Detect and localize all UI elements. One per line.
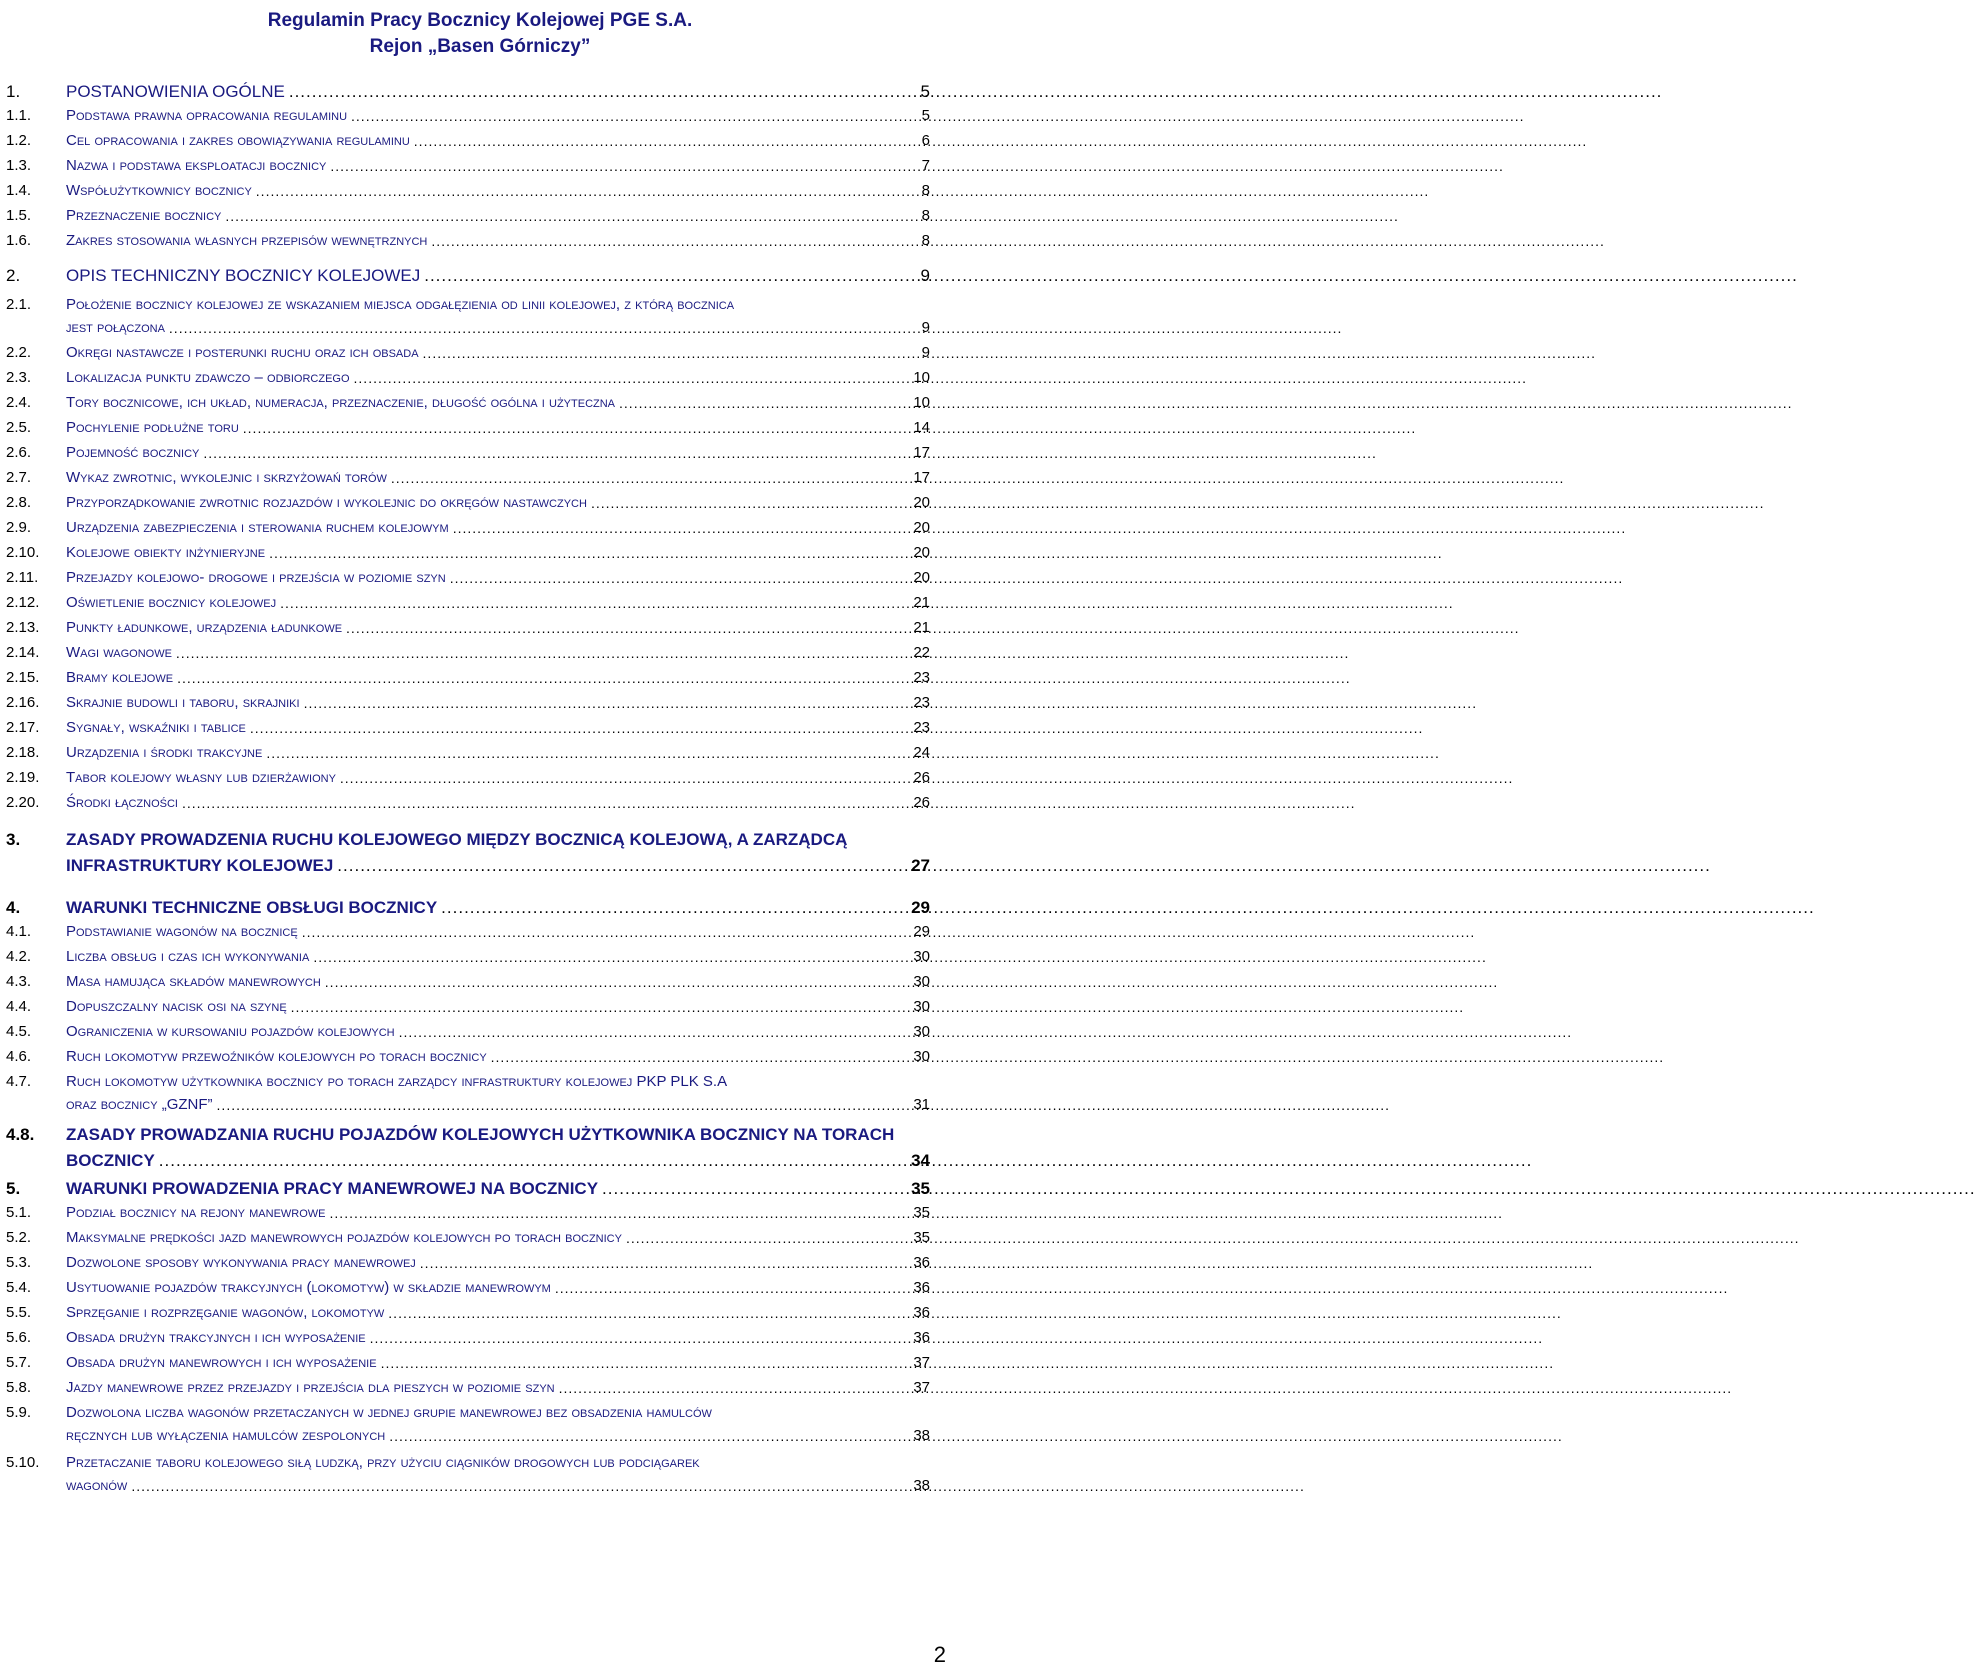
toc-entry-title-block bbox=[66, 182, 930, 199]
toc-entry-page: 20 bbox=[913, 519, 930, 536]
toc-entry-number: 5.5. bbox=[6, 1304, 32, 1321]
toc-entry-title-block bbox=[66, 744, 930, 761]
toc-entry-page: 38 bbox=[913, 1427, 930, 1444]
toc-entry-number: 2.3. bbox=[6, 369, 32, 386]
toc-entry-title: Wykaz zwrotnic, wykolejnic i skrzyżowań torów bbox=[66, 469, 387, 486]
toc-entry-title-block bbox=[66, 544, 930, 561]
toc-entry-title-block bbox=[66, 1125, 930, 1171]
toc-entry-number: 1.5. bbox=[6, 207, 32, 224]
toc-entry-number: 4.4. bbox=[6, 998, 32, 1015]
toc-entry-page: 8 bbox=[921, 232, 930, 249]
toc-entry-number: 2.9. bbox=[6, 519, 32, 536]
toc-entry-title-block bbox=[66, 1254, 930, 1271]
toc-entry-page: 30 bbox=[913, 948, 930, 965]
toc-entry-page: 31 bbox=[913, 1096, 930, 1113]
toc-entry-title-block bbox=[66, 232, 930, 249]
toc-entry-number: 2.14. bbox=[6, 644, 40, 661]
toc-entry-number: 1. bbox=[6, 82, 21, 101]
toc-entry-number: 2.2. bbox=[6, 344, 32, 361]
toc-entry-number: 2.16. bbox=[6, 694, 40, 711]
toc-entry-number: 2.12. bbox=[6, 594, 40, 611]
toc-entry-number: 4.6. bbox=[6, 1048, 32, 1065]
toc-entry-title-continued: jest połączona bbox=[66, 319, 165, 336]
toc-entry-title: Masa hamująca składów manewrowych bbox=[66, 973, 321, 990]
toc-entry-number: 5.8. bbox=[6, 1379, 32, 1396]
toc-entry-page: 34 bbox=[911, 1151, 930, 1170]
toc-entry-page: 9 bbox=[921, 319, 930, 336]
toc-entry-title-block bbox=[66, 694, 930, 711]
toc-entry-title: Tory bocznicowe, ich układ, numeracja, przeznaczenie, długość ogólna i użyteczna bbox=[66, 394, 616, 411]
toc-entry-title: ZASADY PROWADZANIA RUCHU POJAZDÓW KOLEJOWYCH UŻYTKOWNIKA BOCZNICY NA TORACH bbox=[66, 1125, 895, 1144]
dot-leader bbox=[177, 670, 909, 686]
toc-entry-page: 29 bbox=[913, 923, 930, 940]
dot-leader bbox=[431, 233, 917, 249]
toc-entry-page: 21 bbox=[913, 594, 930, 611]
toc-entry-title-block bbox=[66, 1454, 930, 1494]
dot-leader bbox=[159, 1151, 907, 1171]
toc-entry-number: 1.6. bbox=[6, 232, 32, 249]
toc-entry-title: Oświetlenie bocznicy kolejowej bbox=[66, 594, 277, 611]
toc-entry-page: 17 bbox=[913, 469, 930, 486]
toc-entry-title: Nazwa i podstawa eksploatacji bocznicy bbox=[66, 157, 327, 174]
toc-entry-title: Przejazdy kolejowo- drogowe i przejścia w poziomie szyn bbox=[66, 569, 446, 586]
dot-leader bbox=[591, 495, 909, 511]
toc-entry-title: Tabor kolejowy własny lub dzierżawiony bbox=[66, 769, 336, 786]
toc-entry-title: POSTANOWIENIA OGÓLNE bbox=[66, 82, 285, 101]
dot-leader bbox=[391, 470, 909, 486]
dot-leader bbox=[389, 1428, 909, 1444]
toc-entry-page: 26 bbox=[913, 769, 930, 786]
toc-entry-number: 4.8. bbox=[6, 1125, 35, 1144]
dot-leader bbox=[423, 345, 918, 361]
dot-leader bbox=[420, 1255, 910, 1271]
toc-entry-title: Jazdy manewrowe przez przejazdy i przejścia dla pieszych w poziomie szyn bbox=[66, 1379, 555, 1396]
toc-entry-page: 20 bbox=[913, 494, 930, 511]
toc-entry-title-block bbox=[66, 830, 930, 876]
toc-entry-title-block bbox=[66, 948, 930, 965]
toc-entry-page: 36 bbox=[913, 1304, 930, 1321]
toc-entry-title-block bbox=[66, 444, 930, 461]
header-subtitle: Rejon „Basen Górniczy” bbox=[369, 36, 591, 57]
toc-entry-number: 5. bbox=[6, 1179, 21, 1198]
toc-entry-title-block bbox=[66, 973, 930, 990]
toc-entry-title: Obsada drużyn trakcyjnych i ich wyposażenie bbox=[66, 1329, 366, 1346]
dot-leader bbox=[243, 420, 910, 436]
toc-entry-title-block bbox=[66, 898, 930, 918]
toc-entry-title-block bbox=[66, 794, 930, 811]
toc-entry-title: Dozwolone sposoby wykonywania pracy manewrowej bbox=[66, 1254, 416, 1271]
dot-leader bbox=[626, 1230, 909, 1246]
toc-entry-title-block bbox=[66, 1279, 930, 1296]
dot-leader bbox=[302, 924, 910, 940]
toc-entry-number: 1.3. bbox=[6, 157, 32, 174]
dot-leader bbox=[340, 770, 909, 786]
toc-entry-number: 1.2. bbox=[6, 132, 32, 149]
toc-entry-title-block bbox=[66, 1179, 930, 1199]
dot-leader bbox=[351, 108, 918, 124]
toc-entry-number: 2.15. bbox=[6, 669, 40, 686]
toc-entry-title: Urządzenia zabezpieczenia i sterowania ruchem kolejowym bbox=[66, 519, 449, 536]
toc-entry-title-block bbox=[66, 82, 930, 102]
toc-entry-title-block bbox=[66, 1379, 930, 1396]
toc-entry-title-continued: ręcznych lub wyłączenia hamulców zespolonych bbox=[66, 1427, 386, 1444]
dot-leader bbox=[453, 520, 910, 536]
toc-entry-number: 5.4. bbox=[6, 1279, 32, 1296]
dot-leader bbox=[325, 974, 910, 990]
toc-entry-page: 10 bbox=[913, 369, 930, 386]
toc-entry-number: 5.9. bbox=[6, 1404, 32, 1421]
dot-leader bbox=[256, 183, 918, 199]
dot-leader bbox=[225, 208, 917, 224]
toc-entry-page: 35 bbox=[911, 1179, 930, 1198]
dot-leader bbox=[381, 1355, 910, 1371]
toc-entry-page: 27 bbox=[911, 856, 930, 875]
dot-leader bbox=[289, 82, 917, 102]
toc-entry-title: Położenie bocznicy kolejowej ze wskazaniem miejsca odgałęzienia od linii kolejowej, z którą bocznica bbox=[66, 296, 735, 313]
toc-entry-title-block bbox=[66, 1304, 930, 1321]
toc-entry-title: Zakres stosowania własnych przepisów wewnętrznych bbox=[66, 232, 428, 249]
toc-entry-number: 5.1. bbox=[6, 1204, 32, 1221]
dot-leader bbox=[269, 545, 909, 561]
toc-entry-title: Podstawianie wagonów na bocznicę bbox=[66, 923, 298, 940]
dot-leader bbox=[304, 695, 910, 711]
dot-leader bbox=[491, 1049, 910, 1065]
toc-entry-page: 26 bbox=[913, 794, 930, 811]
toc-entry-title-block bbox=[66, 369, 930, 386]
toc-entry-title-continued: wagonów bbox=[66, 1477, 128, 1494]
toc-entry-title-block bbox=[66, 1354, 930, 1371]
toc-entry-number: 2.7. bbox=[6, 469, 32, 486]
toc-entry-title: Kolejowe obiekty inżynieryjne bbox=[66, 544, 266, 561]
toc-entry-title-block bbox=[66, 569, 930, 586]
toc-entry-page: 8 bbox=[921, 207, 930, 224]
toc-entry-title-block bbox=[66, 1329, 930, 1346]
toc-entry-title: Urządzenia i środki trakcyjne bbox=[66, 744, 263, 761]
header-title: Regulamin Pracy Bocznicy Kolejowej PGE S.A. bbox=[267, 10, 693, 31]
toc-entry-title-block bbox=[66, 107, 930, 124]
toc-entry-number: 4.5. bbox=[6, 1023, 32, 1040]
dot-leader bbox=[203, 445, 909, 461]
dot-leader bbox=[182, 795, 909, 811]
toc-entry-title-block bbox=[66, 1023, 930, 1040]
toc-entry-title: Usytuowanie pojazdów trakcyjnych (lokomotyw) w składzie manewrowym bbox=[66, 1279, 551, 1296]
toc-entry-title-block bbox=[66, 644, 930, 661]
toc-entry-title: Ograniczenia w kursowaniu pojazdów kolejowych bbox=[66, 1023, 395, 1040]
dot-leader bbox=[619, 395, 909, 411]
toc-entry-title: Bramy kolejowe bbox=[66, 669, 174, 686]
dot-leader bbox=[399, 1024, 910, 1040]
toc-entry-title: Współużytkownicy bocznicy bbox=[66, 182, 252, 199]
toc-entry-number: 2.18. bbox=[6, 744, 40, 761]
dot-leader bbox=[313, 949, 909, 965]
toc-entry-page: 30 bbox=[913, 973, 930, 990]
toc-entry-page: 23 bbox=[913, 719, 930, 736]
toc-entry-page: 9 bbox=[920, 266, 930, 285]
toc-entry-page: 36 bbox=[913, 1279, 930, 1296]
toc-entry-title-block bbox=[66, 157, 930, 174]
toc-entry-title-block bbox=[66, 619, 930, 636]
toc-entry-number: 2.1. bbox=[6, 296, 32, 313]
toc-entry-page: 24 bbox=[913, 744, 930, 761]
dot-leader bbox=[250, 720, 909, 736]
toc-entry-number: 2.11. bbox=[6, 569, 39, 586]
toc-entry-page: 35 bbox=[913, 1204, 930, 1221]
toc-entry-page: 7 bbox=[921, 157, 930, 174]
toc-entry-title-continued: oraz bocznicy „GZNF” bbox=[66, 1096, 213, 1113]
toc-entry-title: Sygnały, wskaźniki i tablice bbox=[66, 719, 246, 736]
toc-entry-title: Wagi wagonowe bbox=[66, 644, 172, 661]
toc-entry-page: 30 bbox=[913, 998, 930, 1015]
toc-entry-title-block bbox=[66, 519, 930, 536]
toc-entry-title: Dozwolona liczba wagonów przetaczanych w jednej grupie manewrowej bez obsadzenia hamulców bbox=[66, 1404, 712, 1421]
toc-entry-number: 2.13. bbox=[6, 619, 40, 636]
toc-entry-title-block bbox=[66, 394, 930, 411]
toc-entry-number: 2.4. bbox=[6, 394, 32, 411]
dot-leader bbox=[414, 133, 918, 149]
toc-entry-page: 23 bbox=[913, 694, 930, 711]
toc-entry-title-continued: BOCZNICY bbox=[66, 1151, 155, 1170]
dot-leader bbox=[217, 1097, 910, 1113]
toc-entry-title: Przetaczanie taboru kolejowego siłą ludzką, przy użyciu ciągników drogowych lub podciągarek bbox=[66, 1454, 700, 1471]
toc-entry-number: 4.3. bbox=[6, 973, 32, 990]
toc-entry-number: 3. bbox=[6, 830, 21, 849]
dot-leader bbox=[337, 856, 907, 876]
dot-leader bbox=[555, 1280, 909, 1296]
toc-entry-page: 10 bbox=[913, 394, 930, 411]
toc-entry-title-block bbox=[66, 296, 930, 336]
toc-entry-title: Punkty ładunkowe, urządzenia ładunkowe bbox=[66, 619, 343, 636]
toc-entry-page: 14 bbox=[913, 419, 930, 436]
toc-entry-number: 2.17. bbox=[6, 719, 40, 736]
dot-leader bbox=[370, 1330, 910, 1346]
toc-entry-number: 1.4. bbox=[6, 182, 32, 199]
toc-entry-page: 35 bbox=[913, 1229, 930, 1246]
toc-entry-number: 5.6. bbox=[6, 1329, 32, 1346]
toc-entry-title-block bbox=[66, 494, 930, 511]
toc-entry-title-block bbox=[66, 132, 930, 149]
toc-entry-page: 6 bbox=[921, 132, 930, 149]
toc-entry-title: Ruch lokomotyw użytkownika bocznicy po torach zarządcy infrastruktury kolejowej PKP PLK S.A bbox=[66, 1073, 728, 1090]
toc-entry-title-block bbox=[66, 344, 930, 361]
toc-entry-title: Skrajnie budowli i taboru, skrajniki bbox=[66, 694, 300, 711]
dot-leader bbox=[441, 898, 907, 918]
toc-entry-title: Okręgi nastawcze i posterunki ruchu oraz ich obsada bbox=[66, 344, 419, 361]
toc-entry-title: Przeznaczenie bocznicy bbox=[66, 207, 222, 224]
toc-entry-page: 20 bbox=[913, 569, 930, 586]
toc-entry-number: 2.5. bbox=[6, 419, 32, 436]
dot-leader bbox=[131, 1478, 909, 1494]
toc-entry-title-block bbox=[66, 594, 930, 611]
toc-entry-title: Pojemność bocznicy bbox=[66, 444, 200, 461]
toc-entry-title-block bbox=[66, 1073, 930, 1113]
toc-entry-title-block bbox=[66, 669, 930, 686]
toc-entry-page: 37 bbox=[913, 1354, 930, 1371]
toc-entry-page: 8 bbox=[921, 182, 930, 199]
toc-entry-title-block bbox=[66, 1404, 930, 1444]
toc-entry-number: 4.7. bbox=[6, 1073, 32, 1090]
toc-entry-title: Ruch lokomotyw przewoźników kolejowych po torach bocznicy bbox=[66, 1048, 487, 1065]
document-header bbox=[0, 8, 960, 60]
dot-leader bbox=[346, 620, 909, 636]
toc-entry-title: Środki łączności bbox=[66, 794, 178, 811]
toc-entry-title: OPIS TECHNICZNY BOCZNICY KOLEJOWEJ bbox=[66, 266, 421, 285]
toc-entry-title-continued: INFRASTRUKTURY KOLEJOWEJ bbox=[66, 856, 334, 875]
toc-entry-page: 22 bbox=[913, 644, 930, 661]
toc-entry-page: 36 bbox=[913, 1329, 930, 1346]
dot-leader bbox=[330, 158, 917, 174]
toc-entry-title: Podstawa prawna opracowania regulaminu bbox=[66, 107, 348, 124]
toc-entry-title: Liczba obsług i czas ich wykonywania bbox=[66, 948, 310, 965]
dot-leader bbox=[169, 320, 918, 336]
toc-entry-page: 5 bbox=[920, 82, 930, 101]
dot-leader bbox=[388, 1305, 909, 1321]
toc-entry-title: Sprzęganie i rozprzęganie wagonów, lokomotyw bbox=[66, 1304, 385, 1321]
toc-entry-title-block bbox=[66, 419, 930, 436]
toc-entry-number: 4. bbox=[6, 898, 21, 917]
dot-leader bbox=[266, 745, 909, 761]
toc-entry-title: Lokalizacja punktu zdawczo – odbiorczego bbox=[66, 369, 350, 386]
toc-entry-page: 30 bbox=[913, 1048, 930, 1065]
toc-entry-page: 5 bbox=[921, 107, 930, 124]
toc-entry-number: 2.6. bbox=[6, 444, 32, 461]
toc-entry-number: 4.1. bbox=[6, 923, 32, 940]
toc-entry-title-block bbox=[66, 1048, 930, 1065]
toc-entry-title: Cel opracowania i zakres obowiązywania regulaminu bbox=[66, 132, 410, 149]
toc-entry-title: Pochylenie podłużne toru bbox=[66, 419, 239, 436]
toc-entry-title: ZASADY PROWADZENIA RUCHU KOLEJOWEGO MIĘDZY BOCZNICĄ KOLEJOWĄ, A ZARZĄDCĄ bbox=[66, 830, 848, 849]
toc-entry-title: Obsada drużyn manewrowych i ich wyposażenie bbox=[66, 1354, 377, 1371]
toc-entry-title-block bbox=[66, 266, 930, 286]
dot-leader bbox=[559, 1380, 910, 1396]
toc-entry-title-block bbox=[66, 719, 930, 736]
toc-entry-number: 2.19. bbox=[6, 769, 40, 786]
toc-entry-page: 17 bbox=[913, 444, 930, 461]
toc-entry-page: 30 bbox=[913, 1023, 930, 1040]
toc-entry-title: Dopuszczalny nacisk osi na szynę bbox=[66, 998, 287, 1015]
toc-entry-title: Podział bocznicy na rejony manewrowe bbox=[66, 1204, 326, 1221]
toc-entry-number: 5.7. bbox=[6, 1354, 32, 1371]
toc-entry-page: 36 bbox=[913, 1254, 930, 1271]
dot-leader bbox=[176, 645, 909, 661]
dot-leader bbox=[602, 1179, 907, 1199]
toc-entry-page: 21 bbox=[913, 619, 930, 636]
toc-entry-title-block bbox=[66, 769, 930, 786]
toc-entry-page: 23 bbox=[913, 669, 930, 686]
toc-entry-number: 5.10. bbox=[6, 1454, 40, 1471]
toc-entry-title: WARUNKI TECHNICZNE OBSŁUGI BOCZNICY bbox=[66, 898, 438, 917]
dot-leader bbox=[424, 266, 916, 286]
dot-leader bbox=[450, 570, 910, 586]
toc-entry-page: 37 bbox=[913, 1379, 930, 1396]
toc-entry-number: 2.20. bbox=[6, 794, 40, 811]
toc-entry-title-block bbox=[66, 1204, 930, 1221]
toc-entry-page: 29 bbox=[911, 898, 930, 917]
toc-entry-page: 38 bbox=[913, 1477, 930, 1494]
dot-leader bbox=[354, 370, 910, 386]
toc-entry-title-block bbox=[66, 998, 930, 1015]
toc-entry-number: 1.1. bbox=[6, 107, 32, 124]
toc-entry-title-block bbox=[66, 1229, 930, 1246]
toc-entry-page: 9 bbox=[921, 344, 930, 361]
toc-entry-title: Przyporządkowanie zwrotnic rozjazdów i wykolejnic do okręgów nastawczych bbox=[66, 494, 587, 511]
toc-entry-title-block bbox=[66, 923, 930, 940]
toc-entry-number: 5.2. bbox=[6, 1229, 32, 1246]
toc-entry-title: Maksymalne prędkości jazd manewrowych pojazdów kolejowych po torach bocznicy bbox=[66, 1229, 622, 1246]
dot-leader bbox=[330, 1205, 910, 1221]
toc-entry-page: 20 bbox=[913, 544, 930, 561]
page-number: 2 bbox=[933, 1642, 946, 1667]
toc-entry-number: 2.10. bbox=[6, 544, 40, 561]
dot-leader bbox=[291, 999, 910, 1015]
toc-entry-title: WARUNKI PROWADZENIA PRACY MANEWROWEJ NA BOCZNICY bbox=[66, 1179, 599, 1198]
toc-entry-number: 4.2. bbox=[6, 948, 32, 965]
toc-entry-number: 2.8. bbox=[6, 494, 32, 511]
toc-entry-title-block bbox=[66, 469, 930, 486]
toc-entry-title-block bbox=[66, 207, 930, 224]
toc-entry-number: 5.3. bbox=[6, 1254, 32, 1271]
toc-entry-number: 2. bbox=[6, 266, 21, 285]
dot-leader bbox=[280, 595, 909, 611]
